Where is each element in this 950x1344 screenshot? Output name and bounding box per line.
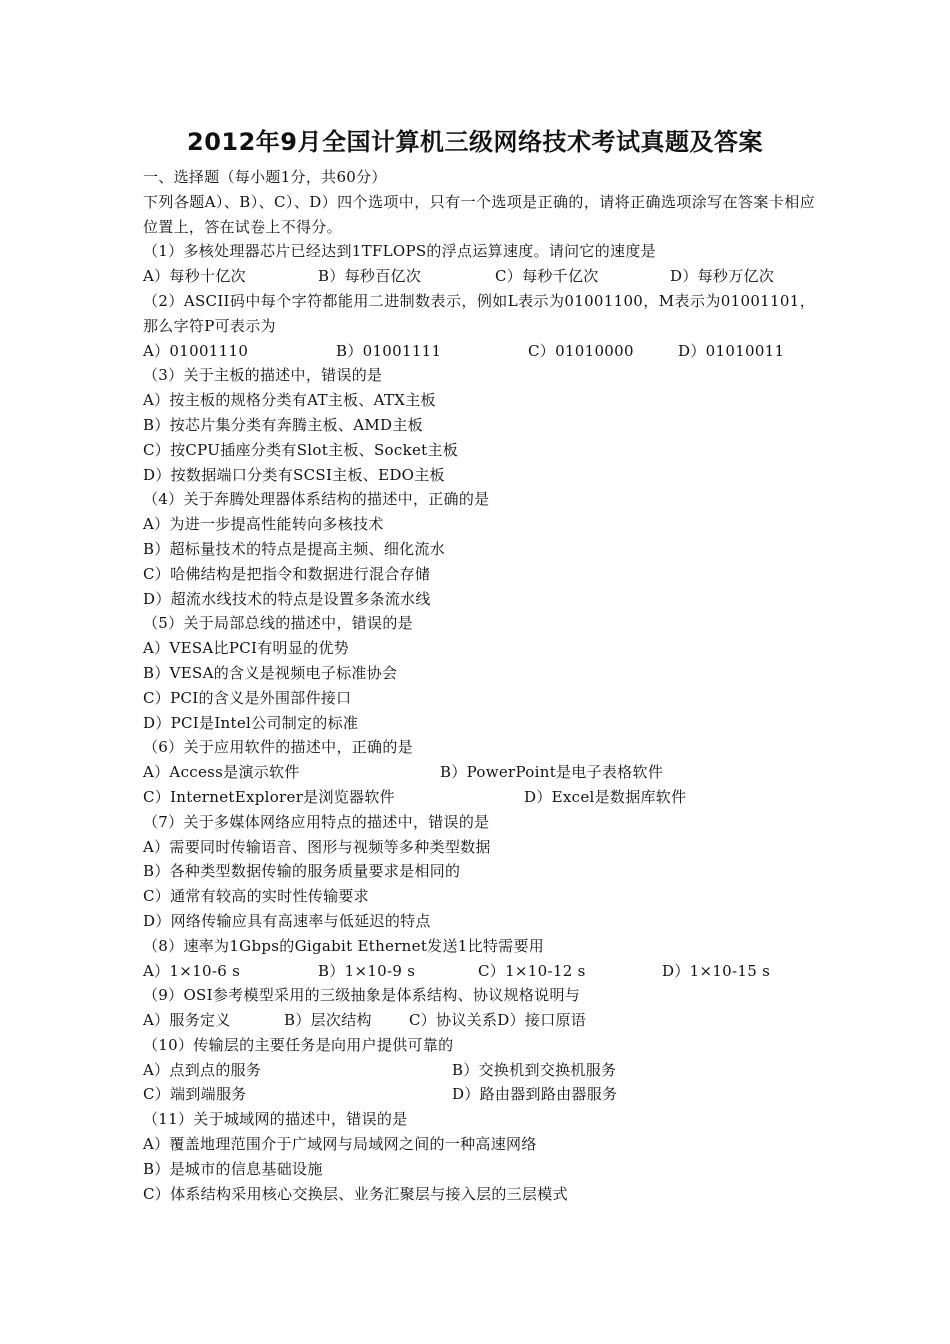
- instructions-paragraph: 下列各题A）、B）、C）、D）四个选项中，只有一个选项是正确的，请将正确选项涂写在答案卡相应位置上，答在试卷上不得分。: [143, 192, 815, 236]
- question-1-options: [143, 264, 815, 289]
- question-9-options: [143, 1008, 815, 1033]
- question-4-option-b: B）超标量技术的特点是提高主频、细化流水: [143, 539, 446, 558]
- document-body: [143, 165, 815, 1206]
- question-11-stem: （11）关于城域网的描述中，错误的是: [143, 1110, 408, 1129]
- question-6-option-b: B）PowerPoint是电子表格软件: [440, 763, 664, 782]
- question-7-option-a: A）需要同时传输语音、图形与视频等多种类型数据: [143, 837, 491, 856]
- question-2-option-d: D）01010011: [678, 341, 785, 360]
- question-9-option-c: C）协议关系: [409, 1011, 498, 1030]
- question-2-option-b: B）01001111: [336, 341, 442, 360]
- question-4-option-a: A）为进一步提高性能转向多核技术: [143, 515, 384, 534]
- question-1-option-b: B）每秒百亿次: [318, 267, 422, 286]
- question-8-stem: （8）速率为1Gbps的Gigabit Ethernet发送1比特需要用: [143, 936, 545, 955]
- question-9-option-b: B）层次结构: [284, 1011, 372, 1030]
- question-2-stem: （2）ASCII码中每个字符都能用二进制数表示，例如L表示为01001100，M表示为01001101，那么字符P可表示为: [143, 291, 815, 335]
- question-9-option-a: A）服务定义: [143, 1011, 231, 1030]
- question-10-option-c: C）端到端服务: [143, 1085, 247, 1104]
- question-3-option-b: B）按芯片集分类有奔腾主板、AMD主板: [143, 415, 423, 434]
- question-7-option-b: B）各种类型数据传输的服务质量要求是相同的: [143, 862, 461, 881]
- question-5-option-a: A）VESA比PCI有明显的优势: [143, 639, 350, 658]
- question-3-option-a: A）按主板的规格分类有AT主板、ATX主板: [143, 391, 436, 410]
- question-2-options: [143, 339, 815, 364]
- question-4-stem: （4）关于奔腾处理器体系结构的描述中，正确的是: [143, 490, 490, 509]
- question-11-option-b: B）是城市的信息基础设施: [143, 1159, 323, 1178]
- question-10-options-cd: [143, 1082, 815, 1107]
- question-5-stem: （5）关于局部总线的描述中，错误的是: [143, 614, 413, 633]
- question-7-option-c: C）通常有较高的实时性传输要求: [143, 887, 369, 906]
- question-1-option-d: D）每秒万亿次: [670, 267, 775, 286]
- question-4-option-c: C）哈佛结构是把指令和数据进行混合存储: [143, 564, 431, 583]
- question-3-option-d: D）按数据端口分类有SCSI主板、EDO主板: [143, 465, 445, 484]
- question-6-options-ab: [143, 760, 815, 785]
- question-5-option-c: C）PCI的含义是外围部件接口: [143, 688, 352, 707]
- question-3-stem: （3）关于主板的描述中，错误的是: [143, 366, 383, 385]
- question-8-option-c: C）1×10-12 s: [478, 961, 586, 980]
- question-2-option-c: C）01010000: [528, 341, 634, 360]
- question-4-option-d: D）超流水线技术的特点是设置多条流水线: [143, 589, 431, 608]
- question-10-stem: （10）传输层的主要任务是向用户提供可靠的: [143, 1035, 454, 1054]
- question-9-stem: （9）OSI参考模型采用的三级抽象是体系结构、协议规格说明与: [143, 986, 581, 1005]
- question-7-stem: （7）关于多媒体网络应用特点的描述中，错误的是: [143, 812, 490, 831]
- document-title: 2012年9月全国计算机三级网络技术考试真题及答案: [187, 128, 763, 156]
- question-10-option-a: A）点到点的服务: [143, 1060, 262, 1079]
- question-1-option-a: A）每秒十亿次: [143, 267, 246, 286]
- question-11-option-a: A）覆盖地理范围介于广域网与局域网之间的一种高速网络: [143, 1135, 537, 1154]
- question-8-options: [143, 959, 815, 984]
- question-5-option-b: B）VESA的含义是视频电子标准协会: [143, 663, 398, 682]
- question-8-option-d: D）1×10-15 s: [662, 961, 771, 980]
- question-7-option-d: D）网络传输应具有高速率与低延迟的特点: [143, 911, 431, 930]
- question-1-stem: （1）多核处理器芯片已经达到1TFLOPS的浮点运算速度。请问它的速度是: [143, 242, 656, 261]
- question-1-option-c: C）每秒千亿次: [495, 267, 599, 286]
- question-6-option-a: A）Access是演示软件: [143, 763, 300, 782]
- question-6-option-c: C）InternetExplorer是浏览器软件: [143, 787, 395, 806]
- question-2-option-a: A）01001110: [143, 341, 249, 360]
- section-heading: 一、选择题（每小题1分，共60分）: [143, 168, 387, 186]
- question-9-option-d: D）接口原语: [497, 1011, 587, 1030]
- question-5-option-d: D）PCI是Intel公司制定的标准: [143, 713, 359, 732]
- question-11-option-c: C）体系结构采用核心交换层、业务汇聚层与接入层的三层模式: [143, 1184, 568, 1203]
- question-6-options-cd: [143, 785, 815, 810]
- question-6-stem: （6）关于应用软件的描述中，正确的是: [143, 738, 413, 757]
- question-6-option-d: D）Excel是数据库软件: [524, 787, 687, 806]
- question-10-option-d: D）路由器到路由器服务: [452, 1085, 618, 1104]
- question-3-option-c: C）按CPU插座分类有Slot主板、Socket主板: [143, 440, 459, 459]
- question-10-options-ab: [143, 1058, 815, 1083]
- question-10-option-b: B）交换机到交换机服务: [452, 1060, 617, 1079]
- question-8-option-b: B）1×10-9 s: [318, 961, 416, 980]
- question-8-option-a: A）1×10-6 s: [143, 961, 241, 980]
